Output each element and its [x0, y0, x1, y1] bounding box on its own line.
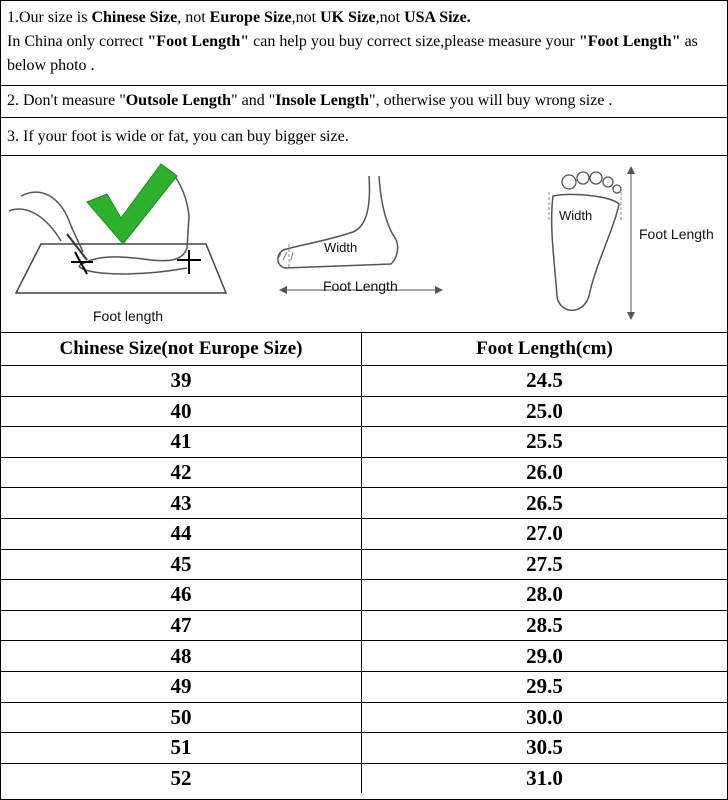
note-text: ,not	[291, 9, 321, 26]
chinese-size-cell: 46	[1, 580, 362, 611]
column-header-length: Foot Length(cm)	[362, 333, 728, 366]
foot-length-cell: 24.5	[362, 366, 728, 397]
table-row	[1, 702, 727, 733]
foot-length-cell: 30.5	[362, 733, 728, 764]
note-text: ", otherwise you will buy wrong size .	[369, 92, 613, 109]
note-text: can help you buy correct size,please measure your	[249, 33, 579, 50]
note-bold: Insole Length	[275, 92, 370, 109]
foot-length-cell: 25.5	[362, 427, 728, 458]
foot-length-cell: 25.0	[362, 396, 728, 427]
table-row	[1, 427, 727, 458]
foot-length-cell: 26.0	[362, 457, 728, 488]
foot-side-view-illustration	[263, 156, 453, 332]
chinese-size-cell: 40	[1, 396, 362, 427]
chinese-size-cell: 42	[1, 457, 362, 488]
foot-length-cell: 29.0	[362, 641, 728, 672]
foot-length-cell: 28.0	[362, 580, 728, 611]
table-header-row	[1, 333, 727, 366]
foot-length-cell: 27.5	[362, 549, 728, 580]
note-bold: "Foot Length"	[578, 33, 681, 50]
note-text: " and "	[231, 92, 276, 109]
note-bold: Europe Size	[209, 9, 292, 26]
foot-length-cell: 27.0	[362, 518, 728, 549]
foot-length-cell: 29.5	[362, 671, 728, 702]
table-row	[1, 396, 727, 427]
chinese-size-cell: 45	[1, 549, 362, 580]
table-row	[1, 457, 727, 488]
foot-length-label: Foot Length	[323, 278, 398, 294]
table-row	[1, 488, 727, 519]
table-row	[1, 580, 727, 611]
note-bold: "Foot Length"	[147, 33, 250, 50]
chinese-size-cell: 47	[1, 610, 362, 641]
note-text: 2. Don't measure "	[7, 92, 126, 109]
size-table	[1, 333, 727, 793]
table-row	[1, 549, 727, 580]
table-row	[1, 763, 727, 793]
chinese-size-cell: 44	[1, 518, 362, 549]
column-header-size: Chinese Size(not Europe Size)	[1, 333, 362, 366]
footprint-top-view-illustration	[531, 156, 671, 332]
table-row	[1, 610, 727, 641]
chinese-size-cell: 49	[1, 671, 362, 702]
size-table-body	[1, 366, 727, 794]
chinese-size-cell: 52	[1, 763, 362, 793]
foot-length-cell: 28.5	[362, 610, 728, 641]
note-measure-warning	[1, 86, 727, 118]
table-row	[1, 733, 727, 764]
foot-length-cell: 26.5	[362, 488, 728, 519]
measurement-figures	[1, 156, 727, 333]
note-bold: Chinese Size	[91, 9, 178, 26]
note-bold: USA Size.	[404, 9, 471, 26]
table-row	[1, 518, 727, 549]
table-row	[1, 671, 727, 702]
foot-on-paper-illustration	[1, 156, 261, 332]
footprint-length-label: Foot Length	[639, 226, 714, 242]
footprint-width-label: Width	[559, 208, 593, 223]
foot-width-label: Width	[324, 240, 358, 255]
chinese-size-cell: 51	[1, 733, 362, 764]
note-text: , not	[177, 9, 210, 26]
note-text: 3. If your foot is wide or fat, you can buy bigger size.	[7, 128, 349, 145]
chinese-size-cell: 41	[1, 427, 362, 458]
foot-length-caption: Foot length	[93, 308, 164, 324]
note-bold: UK Size	[320, 9, 376, 26]
note-text: as below photo .	[7, 33, 698, 74]
note-text: ,not	[375, 9, 405, 26]
table-row	[1, 366, 727, 397]
chinese-size-cell: 50	[1, 702, 362, 733]
foot-length-cell: 30.0	[362, 702, 728, 733]
chinese-size-cell: 39	[1, 366, 362, 397]
note-text: 1.Our size is	[7, 9, 92, 26]
note-wide-foot	[1, 118, 727, 156]
table-row	[1, 641, 727, 672]
chinese-size-cell: 43	[1, 488, 362, 519]
chinese-size-cell: 48	[1, 641, 362, 672]
note-chinese-size	[1, 1, 727, 86]
foot-length-cell: 31.0	[526, 766, 563, 791]
note-text: In China only correct	[7, 33, 148, 50]
note-bold: Outsole Length	[125, 92, 232, 109]
